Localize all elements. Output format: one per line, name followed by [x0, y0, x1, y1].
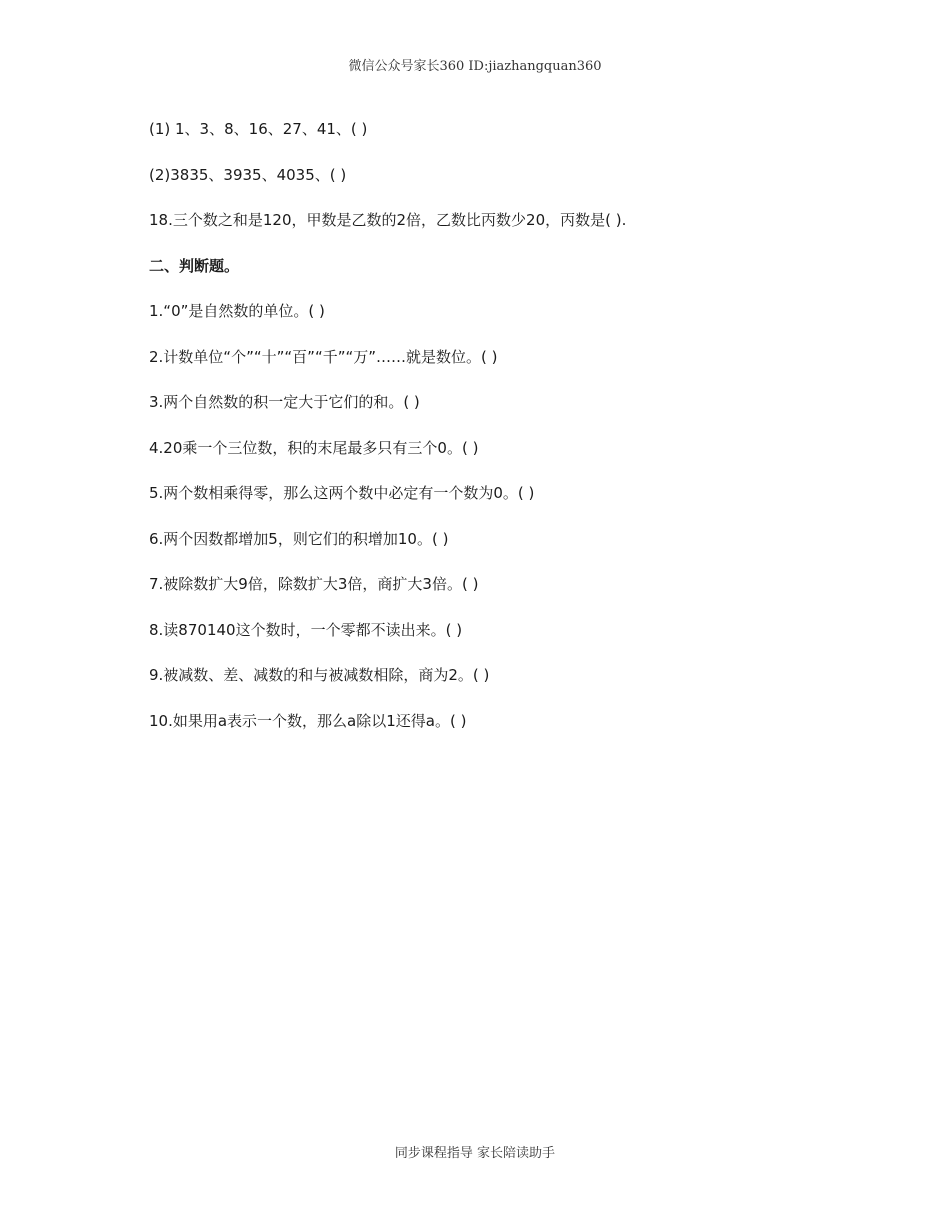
judgment-item-9: 9.被减数、差、减数的和与被减数相除，商为2。( )	[149, 666, 490, 684]
sequence-question-2: (2)3835、3935、4035、( )	[149, 165, 347, 184]
page-footer: 同步课程指导 家长陪读助手	[394, 1146, 556, 1161]
page-header: 微信公众号家长360 ID:jiazhangquan360	[348, 59, 602, 74]
judgment-item-10: 10.如果用a表示一个数，那么a除以1还得a。( )	[149, 711, 467, 730]
judgment-item-2: 2.计数单位“个”“十”“百”“千”“万”……就是数位。( )	[149, 347, 498, 366]
judgment-item-1: 1.“0”是自然数的单位。( )	[149, 302, 325, 320]
judgment-item-6: 6.两个因数都增加5，则它们的积增加10。( )	[149, 529, 449, 548]
judgment-item-4: 4.20乘一个三位数，积的末尾最多只有三个0。( )	[149, 438, 479, 457]
sequence-question-1: (1) 1、3、8、16、27、41、( )	[149, 120, 368, 138]
judgment-item-7: 7.被除数扩大9倍，除数扩大3倍，商扩大3倍。( )	[149, 575, 479, 593]
judgment-item-3: 3.两个自然数的积一定大于它们的和。( )	[149, 393, 420, 411]
judgment-item-8: 8.读870140这个数时，一个零都不读出来。( )	[149, 620, 463, 639]
document-body	[149, 117, 849, 754]
judgment-item-5: 5.两个数相乘得零，那么这两个数中必定有一个数为0。( )	[149, 484, 535, 502]
question-18: 18.三个数之和是120，甲数是乙数的2倍，乙数比丙数少20，丙数是( ).	[149, 211, 627, 229]
section-title-judgment: 二、判断题。	[149, 256, 240, 275]
